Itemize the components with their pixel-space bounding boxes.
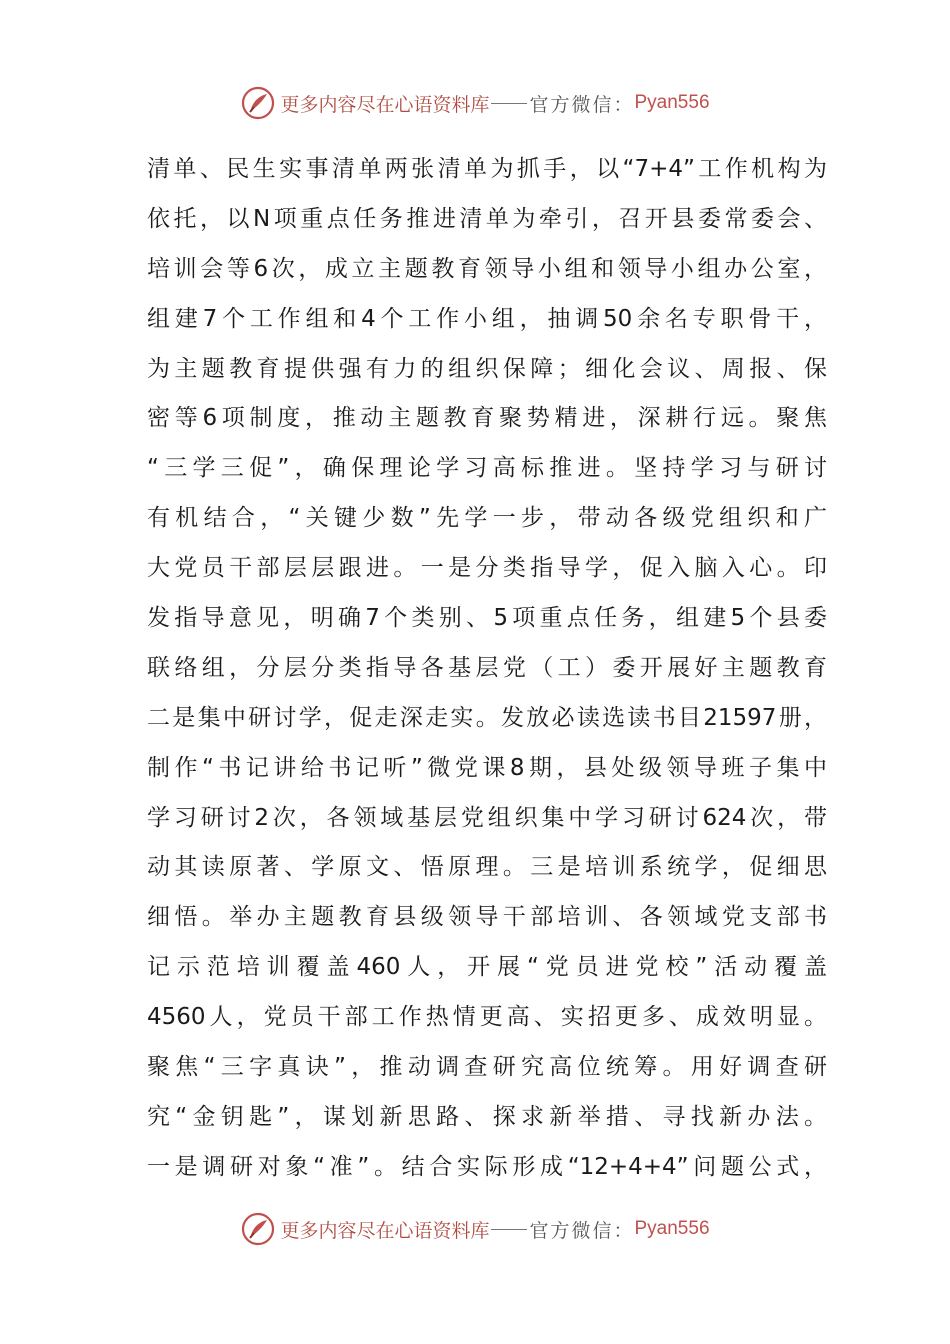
header-watermark — [0, 83, 950, 123]
body-line: 细悟。举办主题教育县级领导干部培训、各领域党支部书 — [147, 904, 827, 931]
body-line: 联络组，分层分类指导各基层党（工）委开展好主题教育 — [147, 654, 827, 681]
body-line: 动其读原著、学原文、悟原理。三是培训系统学，促细思 — [147, 854, 827, 881]
watermark-brand-text: 更多内容尽在心语资料库 — [280, 1219, 490, 1242]
body-line: 一是调研对象“准”。结合实际形成“12+4+4”问题公式， — [147, 1153, 827, 1180]
pen-heart-logo-icon — [240, 1211, 276, 1247]
body-line: 密等6项制度，推动主题教育聚势精进，深耕行远。聚焦 — [147, 405, 827, 432]
watermark-dash — [491, 103, 527, 104]
body-line: 记示范培训覆盖460人，开展“党员进党校”活动覆盖 — [147, 954, 827, 981]
body-line: 大党员干部层层跟进。一是分类指导学，促入脑入心。印 — [147, 555, 827, 582]
body-line: 依托，以N项重点任务推进清单为牵引，召开县委常委会、 — [147, 205, 827, 232]
watermark-official-label: 官方微信： — [529, 93, 635, 116]
body-line: 聚焦“三字真诀”，推动调查研究高位统筹。用好调查研 — [147, 1054, 827, 1081]
body-line: 究“金钥匙”，谋划新思路、探求新举措、寻找新办法。 — [147, 1103, 827, 1130]
pen-heart-logo-icon — [240, 85, 276, 121]
body-line: 有机结合，“关键少数”先学一步，带动各级党组织和广 — [147, 505, 827, 532]
body-line: 二是集中研讨学，促走深走实。发放必读选读书目21597册， — [147, 704, 827, 731]
body-line: 制作“书记讲给书记听”微党课8期，县处级领导班子集中 — [147, 754, 827, 781]
body-line: 清单、民生实事清单两张清单为抓手，以“7+4”工作机构为 — [147, 156, 827, 182]
body-line: 发指导意见，明确7个类别、5项重点任务，组建5个县委 — [147, 605, 827, 632]
watermark-wechat-id: Pyan556 — [634, 1218, 710, 1239]
body-line: 为主题教育提供强有力的组织保障；细化会议、周报、保 — [147, 355, 827, 382]
body-line: 4560人，党员干部工作热情更高、实招更多、成效明显。 — [147, 1004, 827, 1031]
footer-watermark — [0, 1209, 950, 1249]
watermark-dash — [491, 1229, 527, 1230]
body-line: 学习研讨2次，各领域基层党组织集中学习研讨624次，带 — [147, 804, 827, 831]
watermark-official-label: 官方微信： — [529, 1219, 635, 1242]
body-line: 培训会等6次，成立主题教育领导小组和领导小组办公室， — [147, 255, 827, 282]
body-line: 组建7个工作组和4个工作小组，抽调50余名专职骨干， — [147, 305, 827, 332]
watermark-wechat-id: Pyan556 — [634, 92, 710, 113]
body-line: “三学三促”，确保理论学习高标推进。坚持学习与研讨 — [147, 455, 827, 482]
document-body — [147, 145, 827, 1193]
watermark-brand-text: 更多内容尽在心语资料库 — [280, 93, 490, 116]
